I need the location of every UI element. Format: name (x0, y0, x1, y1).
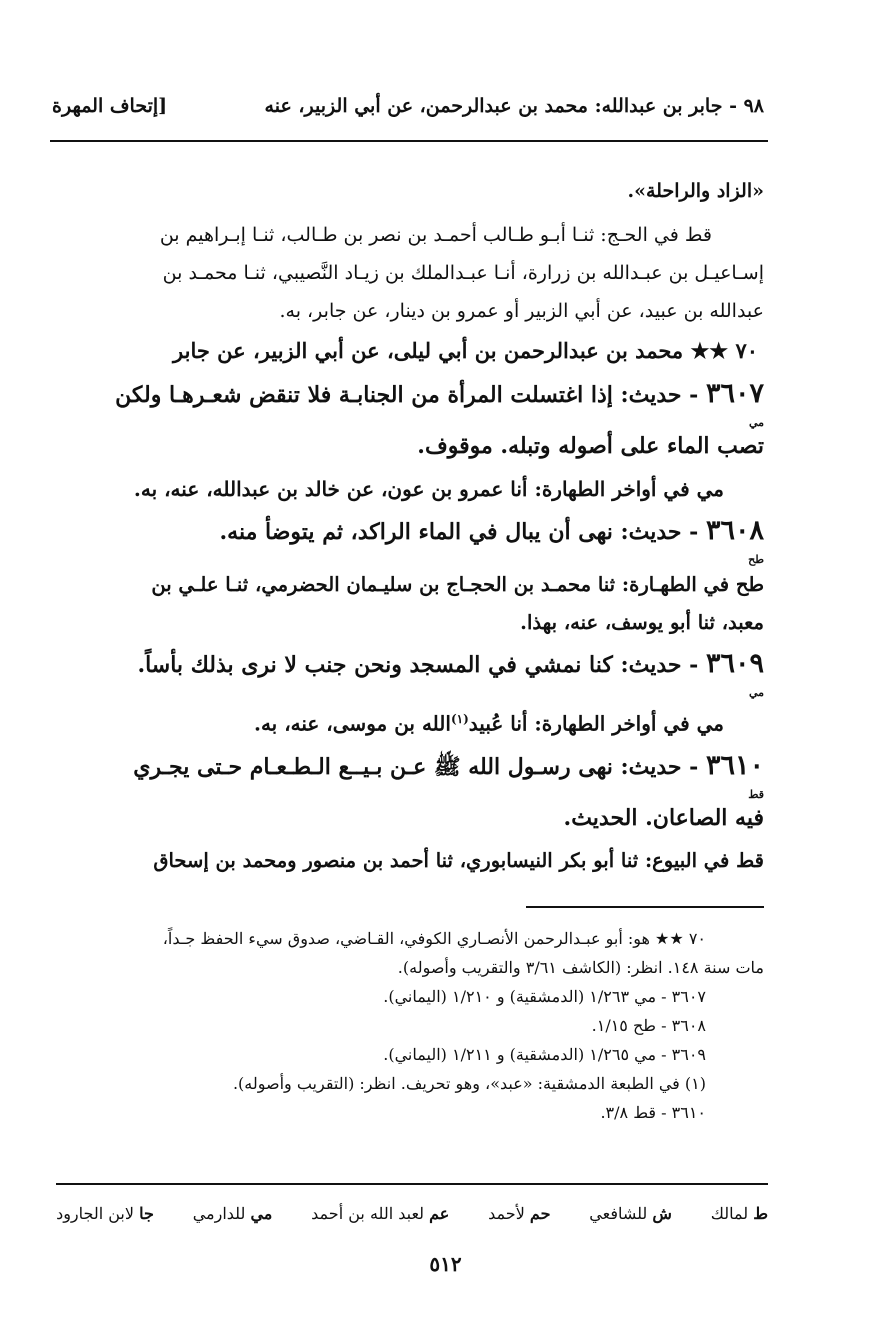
main-text (52, 172, 764, 881)
abbr-name: لأحمد (488, 1203, 525, 1223)
abbr-item (193, 1204, 273, 1223)
hadith-text: - حديث: إذا اغتسلت المرأة من الجنابـة فلا تنقض شعـرهـا ولكن (115, 382, 699, 408)
note-line: ٣٦٠٧ - مي ١/٢٦٣ (الدمشقية) و ١/٢١٠ (اليماني). (383, 987, 706, 1006)
abbr-item (311, 1204, 449, 1223)
source-text: الله بن موسى، عنه، به. (253, 711, 451, 736)
abbr-name: للدارمي (192, 1203, 246, 1223)
abbr-code: جا (139, 1203, 154, 1223)
hadith-3609 (52, 642, 764, 699)
hadith-number: ٣٦١٠ (705, 749, 764, 781)
source-siglum: طح (748, 553, 764, 566)
note-line: ٣٦٠٩ - مي ١/٢٦٥ (الدمشقية) و ١/٢١١ (اليماني). (383, 1045, 706, 1064)
hadith-line (52, 642, 764, 687)
abbr-name: للشافعي (589, 1203, 648, 1223)
abbreviation-key (56, 1198, 768, 1228)
note-line: مات سنة ١٤٨. انظر: (الكاشف ٣/٦١ والتقريب وأصوله). (397, 958, 764, 977)
hadith-line: فيه الصاعان. الحديث. (563, 804, 764, 831)
footnote-rule (526, 906, 764, 908)
source-siglum: مي (748, 416, 764, 429)
abbr-item (488, 1204, 550, 1223)
hadith-number: ٣٦٠٨ (705, 515, 764, 546)
abbr-name: لابن الجارود (56, 1203, 135, 1223)
abbr-code: ط (753, 1203, 768, 1223)
narrator-heading: ٧٠ ★★ محمد بن عبدالرحمن بن أبي ليلى، عن أبي الزبير، عن جابر (173, 338, 758, 363)
abbr-name: لمالك (710, 1203, 749, 1223)
hadith-3608 (52, 509, 764, 566)
abbr-item (589, 1204, 672, 1223)
header-rule (50, 140, 768, 142)
note-line: ٣٦٠٨ - طح ١/١٥. (591, 1016, 706, 1035)
bottom-rule (56, 1183, 768, 1185)
hadith-text: - حديث: نهى رسـول الله ﷺ عـن بـيــع الـطـعـام حـتى يجـري (133, 753, 699, 780)
note-line: ٣٦١٠ - قط ٣/٨. (600, 1103, 706, 1122)
abbr-name: لعبد الله بن أحمد (311, 1203, 425, 1223)
source-line: مي في أواخر الطهارة: أنا عمرو بن عون، عن خالد بن عبدالله، عنه، به. (133, 477, 724, 501)
book-title: [إتحاف المهرة (52, 95, 168, 117)
paragraph-line: إسـاعيـل بن عبـدالله بن زرارة، أنـا عبـدالملك بن زيـاد النَّصيبي، ثنـا محمـد بن (162, 262, 764, 284)
source-line: معبد، ثنا أبو يوسف، عنه، بهذا. (520, 611, 764, 634)
abbr-item (56, 1204, 154, 1223)
abbr-item (711, 1204, 768, 1223)
continuation-line: «الزاد والراحلة». (627, 180, 764, 202)
hadith-text: - حديث: نهى أن يبال في الماء الراكد، ثم يتوضأ منه. (219, 519, 699, 545)
source-line (52, 699, 764, 744)
qt-hajj-paragraph (52, 216, 764, 330)
abbr-code: عم (429, 1203, 450, 1223)
source-siglum: مي (748, 686, 764, 699)
paragraph-line: عبدالله بن عبيد، عن أبي الزبير أو عمرو بن دينار، عن جابر، به. (279, 300, 764, 322)
footnotes (52, 924, 764, 1127)
abbr-code: مي (250, 1203, 273, 1223)
source-siglum: قط (748, 787, 764, 801)
paragraph-line: قط في الحـج: ثنـا أبـو طـالب أحمـد بن نصر بن طـالب، ثنـا إبـراهيم بن (159, 224, 712, 246)
abbr-code: ش (652, 1203, 672, 1223)
hadith-line (52, 509, 764, 554)
hadith-line (52, 744, 764, 789)
hadith-line: تصب الماء على أصوله وتبله. موقوف. (417, 433, 764, 459)
hadith-number: ٣٦٠٧ (705, 378, 764, 409)
running-header (52, 88, 764, 124)
abbr-code: حم (529, 1203, 551, 1223)
page-number: ٥١٢ (429, 1252, 462, 1276)
running-title: ٩٨ - جابر بن عبدالله: محمد بن عبدالرحمن، عن أبي الزبير، عنه (264, 95, 764, 117)
note-line: ٧٠ ★★ هو: أبو عبـدالرحمن الأنصـاري الكوفي، القـاضي، صدوق سيء الحفظ جـداً، (162, 929, 706, 948)
source-text: مي في أواخر الطهارة: أنا عُبيد (468, 711, 724, 736)
hadith-number: ٣٦٠٩ (705, 648, 764, 679)
source-line: طح في الطهـارة: ثنا محمـد بن الحجـاج بن سليـمان الحضرمي، ثنـا علـي بن (151, 573, 764, 596)
hadith-text: - حديث: كنا نمشي في المسجد ونحن جنب لا نرى بذلك بأساً. (137, 652, 699, 678)
hadith-3607 (52, 372, 764, 463)
source-line: قط في البيوع: ثنا أبو بكر النيسابوري، ثنا أحمد بن منصور ومحمد بن إسحاق (153, 848, 764, 872)
hadith-3610 (52, 744, 764, 835)
note-line: (١) في الطبعة الدمشقية: «عبد»، وهو تحريف. انظر: (التقريب وأصوله). (232, 1074, 706, 1093)
hadith-line (52, 372, 764, 417)
footnote-marker: (١) (450, 712, 469, 726)
